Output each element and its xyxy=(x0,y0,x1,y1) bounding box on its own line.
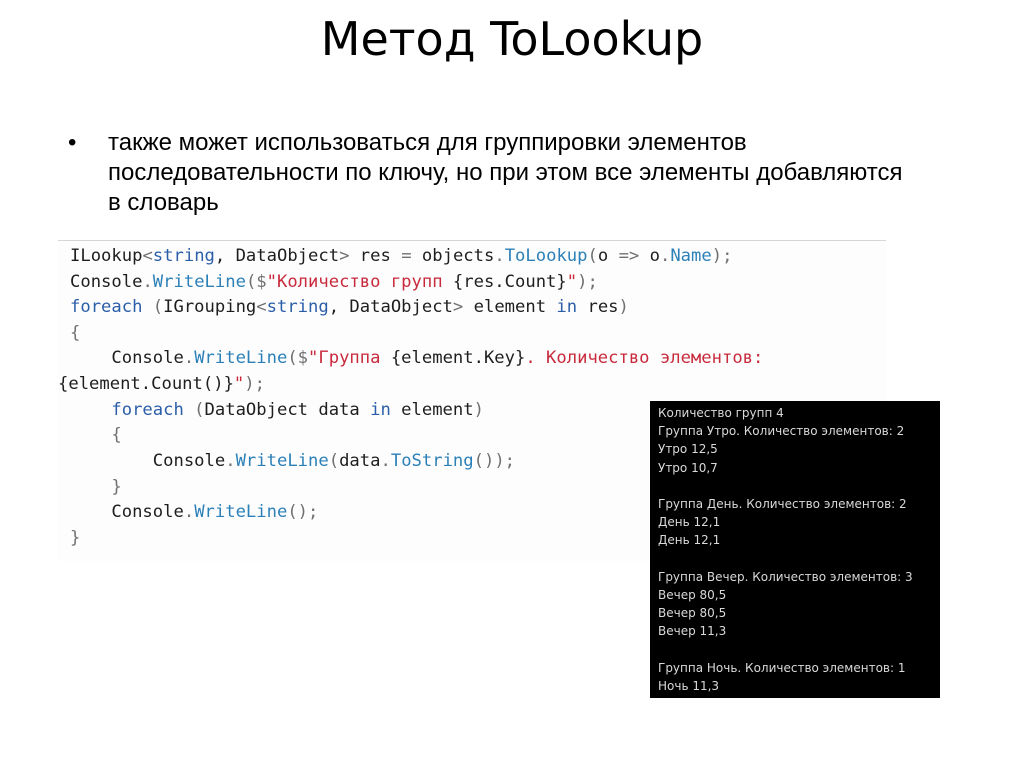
console-line: Утро 10,7 xyxy=(658,460,718,475)
code-token: . xyxy=(142,272,153,292)
code-token: foreach xyxy=(70,297,143,317)
code-token: {element.Count()} xyxy=(58,374,234,394)
bullet-item xyxy=(68,128,918,218)
code-token: ( xyxy=(328,451,340,471)
code-line xyxy=(58,373,265,395)
code-token: ( xyxy=(183,400,205,420)
code-token: ToLookup xyxy=(504,246,588,266)
code-token: " xyxy=(233,374,245,394)
console-line: Группа День. Количество элементов: 2 xyxy=(658,497,907,511)
code-token: > xyxy=(339,246,350,266)
code-token: < xyxy=(256,297,267,317)
code-token: , DataObject xyxy=(214,246,340,266)
code-token: . xyxy=(494,246,505,266)
code-line xyxy=(70,476,122,498)
code-token: string xyxy=(152,246,215,266)
code-token: data xyxy=(339,451,381,471)
code-token: "Количество групп xyxy=(266,272,453,292)
code-token: IGrouping xyxy=(163,297,257,317)
console-line: Группа Вечер. Количество элементов: 3 xyxy=(658,569,913,584)
code-token: . xyxy=(225,451,236,471)
code-token: ($ xyxy=(245,272,267,292)
code-token: {element.Key} xyxy=(390,348,526,368)
code-token: WriteLine xyxy=(235,451,329,471)
console-line: Вечер 80,5 xyxy=(658,588,727,602)
code-token: { xyxy=(70,323,81,343)
console-line: Группа Ночь. Количество элементов: 1 xyxy=(658,660,906,675)
code-token: WriteLine xyxy=(194,502,288,522)
console-output xyxy=(650,401,940,698)
code-token: ); xyxy=(711,246,733,266)
code-line xyxy=(70,347,763,369)
code-token: Console xyxy=(70,451,226,471)
code-line xyxy=(70,296,629,318)
code-token: "Группа xyxy=(308,348,391,368)
code-token: ) xyxy=(618,297,629,317)
code-token: WriteLine xyxy=(152,272,246,292)
console-line: Вечер 80,5 xyxy=(658,606,727,621)
code-token: => xyxy=(618,246,640,266)
code-token: (); xyxy=(287,502,319,522)
code-token: ( xyxy=(587,246,598,266)
code-line xyxy=(70,527,80,549)
code-token: ILookup xyxy=(70,246,143,266)
code-token: in xyxy=(370,400,391,420)
console-line: Ночь 11,3 xyxy=(658,679,720,693)
code-token: ); xyxy=(244,374,265,394)
bullet-dot: • xyxy=(68,129,77,156)
code-token: , DataObject xyxy=(328,297,453,317)
code-token: . xyxy=(183,348,195,368)
code-line xyxy=(70,424,122,446)
code-token: o xyxy=(639,246,660,266)
code-token: . xyxy=(183,502,195,522)
code-token: > xyxy=(452,297,464,317)
code-token: DataObject data xyxy=(204,400,371,420)
code-token: WriteLine xyxy=(194,348,288,368)
code-token: ); xyxy=(577,272,598,292)
code-token: string xyxy=(266,297,329,317)
code-token: ) xyxy=(473,400,484,420)
code-token: = xyxy=(401,246,412,266)
code-token: } xyxy=(70,477,122,497)
code-token: Console xyxy=(70,502,184,522)
code-token: Name xyxy=(670,246,712,266)
code-token: objects xyxy=(411,246,495,266)
code-token: ()); xyxy=(473,451,516,471)
code-token: res xyxy=(577,297,619,317)
code-token: < xyxy=(142,246,153,266)
code-line xyxy=(70,245,732,267)
slide-title: Метод ToLookup xyxy=(320,12,704,66)
code-token: . Количество элементов: xyxy=(525,348,764,368)
console-line: Количество групп 4 xyxy=(658,406,784,420)
code-token: Console xyxy=(70,272,143,292)
console-line: День 12,1 xyxy=(658,515,721,530)
code-token: in xyxy=(556,297,578,317)
code-token: { xyxy=(70,425,122,445)
code-token: ( xyxy=(142,297,164,317)
code-token: ($ xyxy=(287,348,309,368)
bullet-text: также может использоваться для группировки элементов последовательности по ключу, но при этом все элементы добавляются в словарь xyxy=(108,129,903,216)
code-line xyxy=(70,271,598,293)
console-line: Группа Утро. Количество элементов: 2 xyxy=(658,424,905,439)
code-token: res xyxy=(349,246,402,266)
code-line xyxy=(70,322,80,344)
code-token: element xyxy=(390,400,474,420)
code-token: element xyxy=(463,297,557,317)
code-token: } xyxy=(70,528,81,548)
code-token: Console xyxy=(70,348,184,368)
console-line: Утро 12,5 xyxy=(658,442,718,457)
code-token: " xyxy=(566,272,578,292)
code-line xyxy=(70,399,484,421)
console-line: Вечер 11,3 xyxy=(658,624,727,639)
console-line: День 12,1 xyxy=(658,533,721,548)
code-token: . xyxy=(380,451,391,471)
code-token: foreach xyxy=(70,400,184,420)
code-line xyxy=(70,501,318,523)
code-line xyxy=(70,450,515,472)
code-token: . xyxy=(659,246,671,266)
code-token: o xyxy=(597,246,619,266)
code-token: {res.Count} xyxy=(452,272,567,292)
code-token: ToString xyxy=(390,451,474,471)
